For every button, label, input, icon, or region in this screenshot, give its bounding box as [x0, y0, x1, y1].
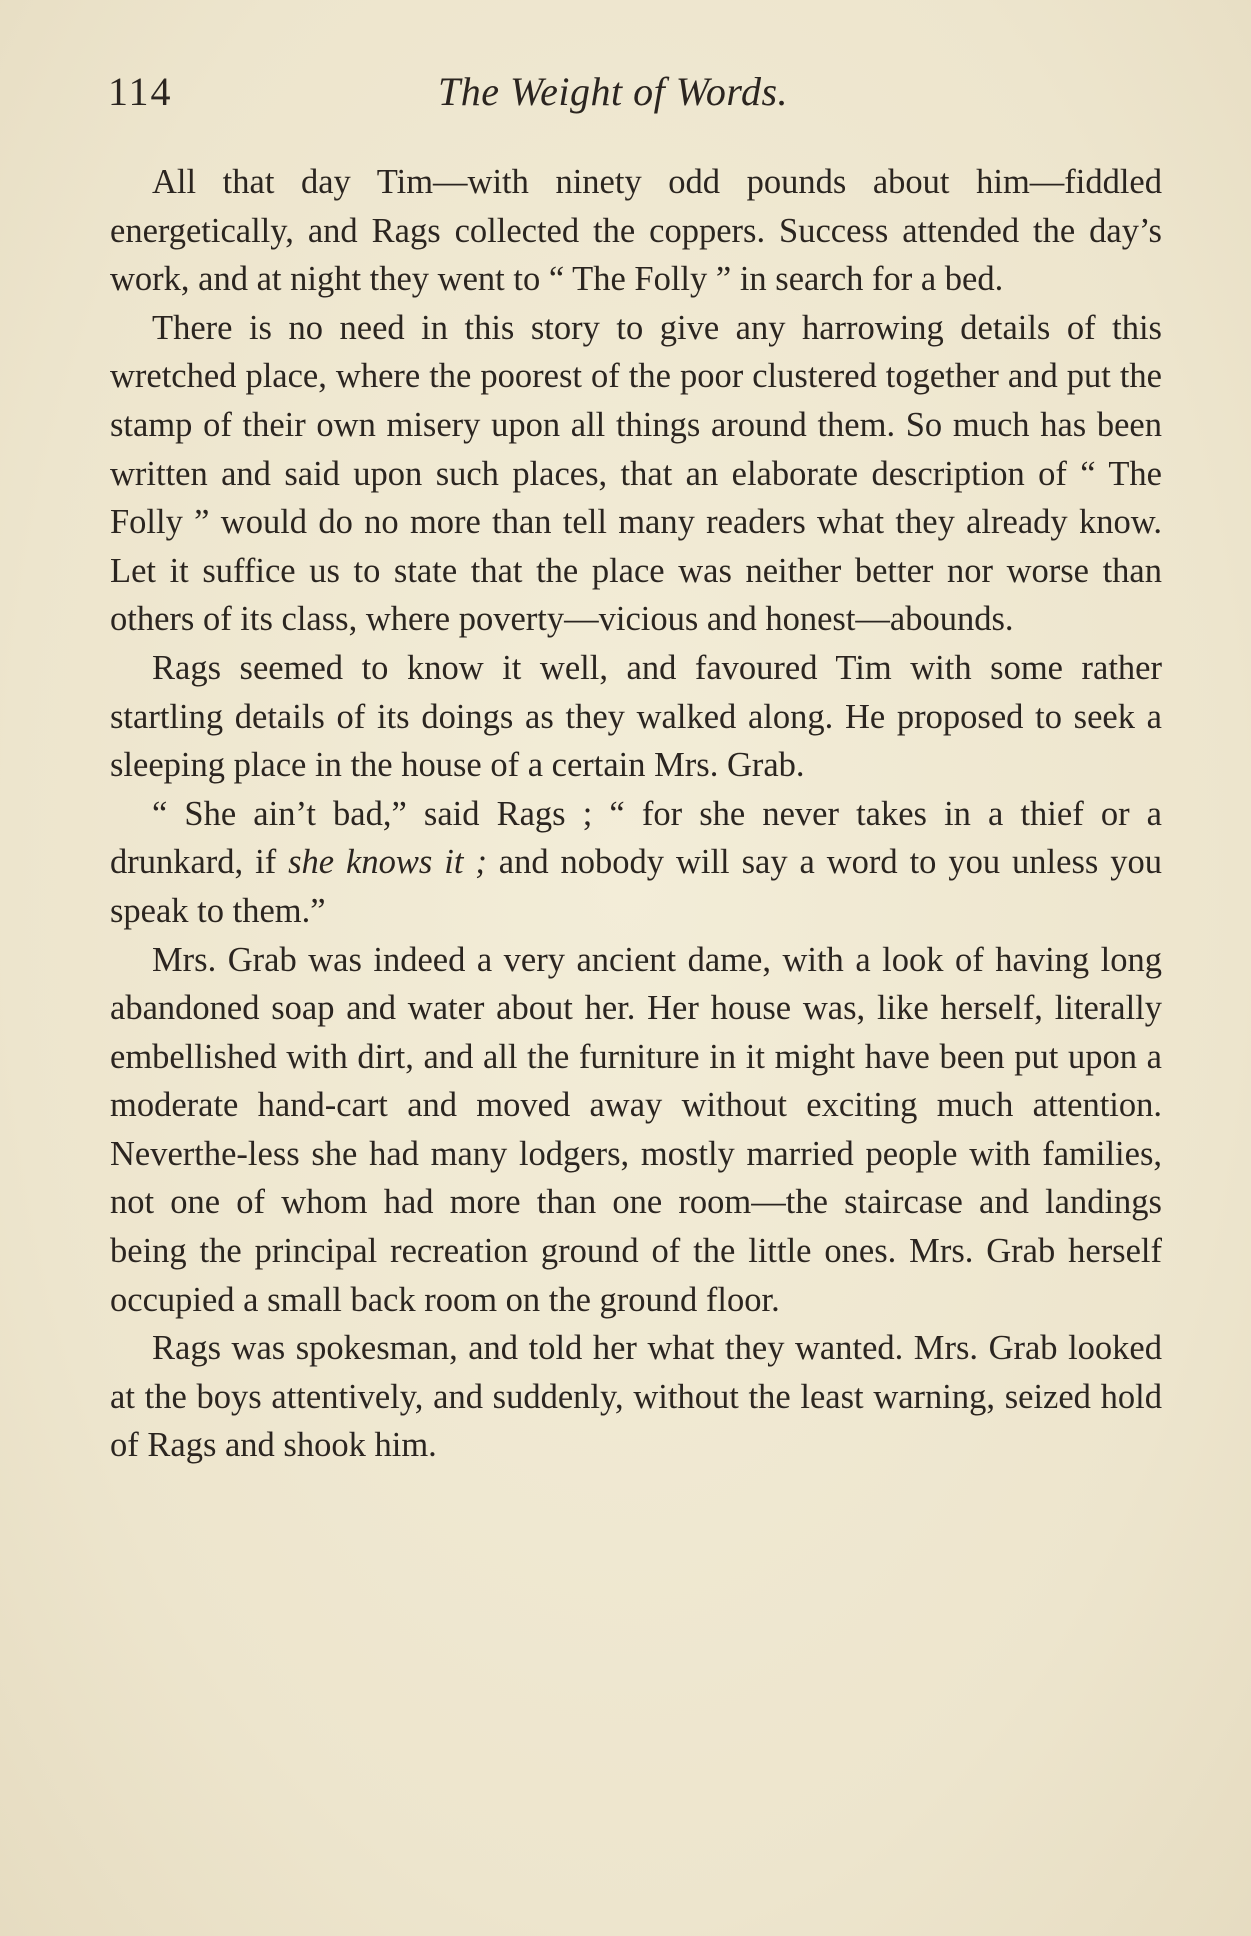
paragraph: Rags was spokesman, and told her what they wanted. Mrs. Grab looked at the boys attentively, and suddenly, without the least warning, seized hold of Rags and shook him. — [110, 1329, 1162, 1465]
paragraph-text: “ She ain’t bad,” said Rags ; “ for she never takes in a thief or a drunkard, if — [110, 794, 1162, 882]
body-text — [110, 158, 1162, 1470]
running-title: The Weight of Words. — [438, 69, 789, 114]
paragraph: There is no need in this story to give any harrowing details of this wretched place, where the poorest of the poor clustered together and put the stamp of their own misery upon all things around them. So much has been written and said upon such places, that an elaborate description of “ The Folly ” would do no more than tell many readers what they already know. Let it suffice us to state that the place was neither better nor worse than others of its class, where poverty—vicious and honest—abounds. — [110, 308, 1162, 639]
italic-emphasis: she knows it ; — [288, 843, 487, 882]
paragraph: Rags seemed to know it well, and favoured Tim with some rather startling details of its doings as they walked along. He proposed to seek a sleeping place in the house of a certain Mrs. Grab. — [110, 648, 1162, 785]
paragraph: Mrs. Grab was indeed a very ancient dame, with a look of having long abandoned soap and water about her. Her house was, like herself, literally embellished with dirt, and all the furniture in it might have been put upon a moderate hand-cart and moved away without exciting much attention. Neverthe-less she had many lodgers, mostly married people with families, not one of whom had more than one room—the staircase and landings being the principal recreation ground of the little ones. Mrs. Grab herself occupied a small back room on the ground floor. — [110, 940, 1162, 1319]
page-number: 114 — [108, 69, 173, 114]
paragraph — [110, 790, 1162, 936]
paragraph: All that day Tim—with ninety odd pounds about him—fiddled energetically, and Rags collected the coppers. Success attended the day’s work, and at night they went to “ The Folly ” in search for a bed. — [110, 163, 1162, 299]
paragraph-text: and nobody will say a word to you unless you speak to them.” — [110, 843, 1162, 930]
running-head — [108, 68, 1158, 128]
